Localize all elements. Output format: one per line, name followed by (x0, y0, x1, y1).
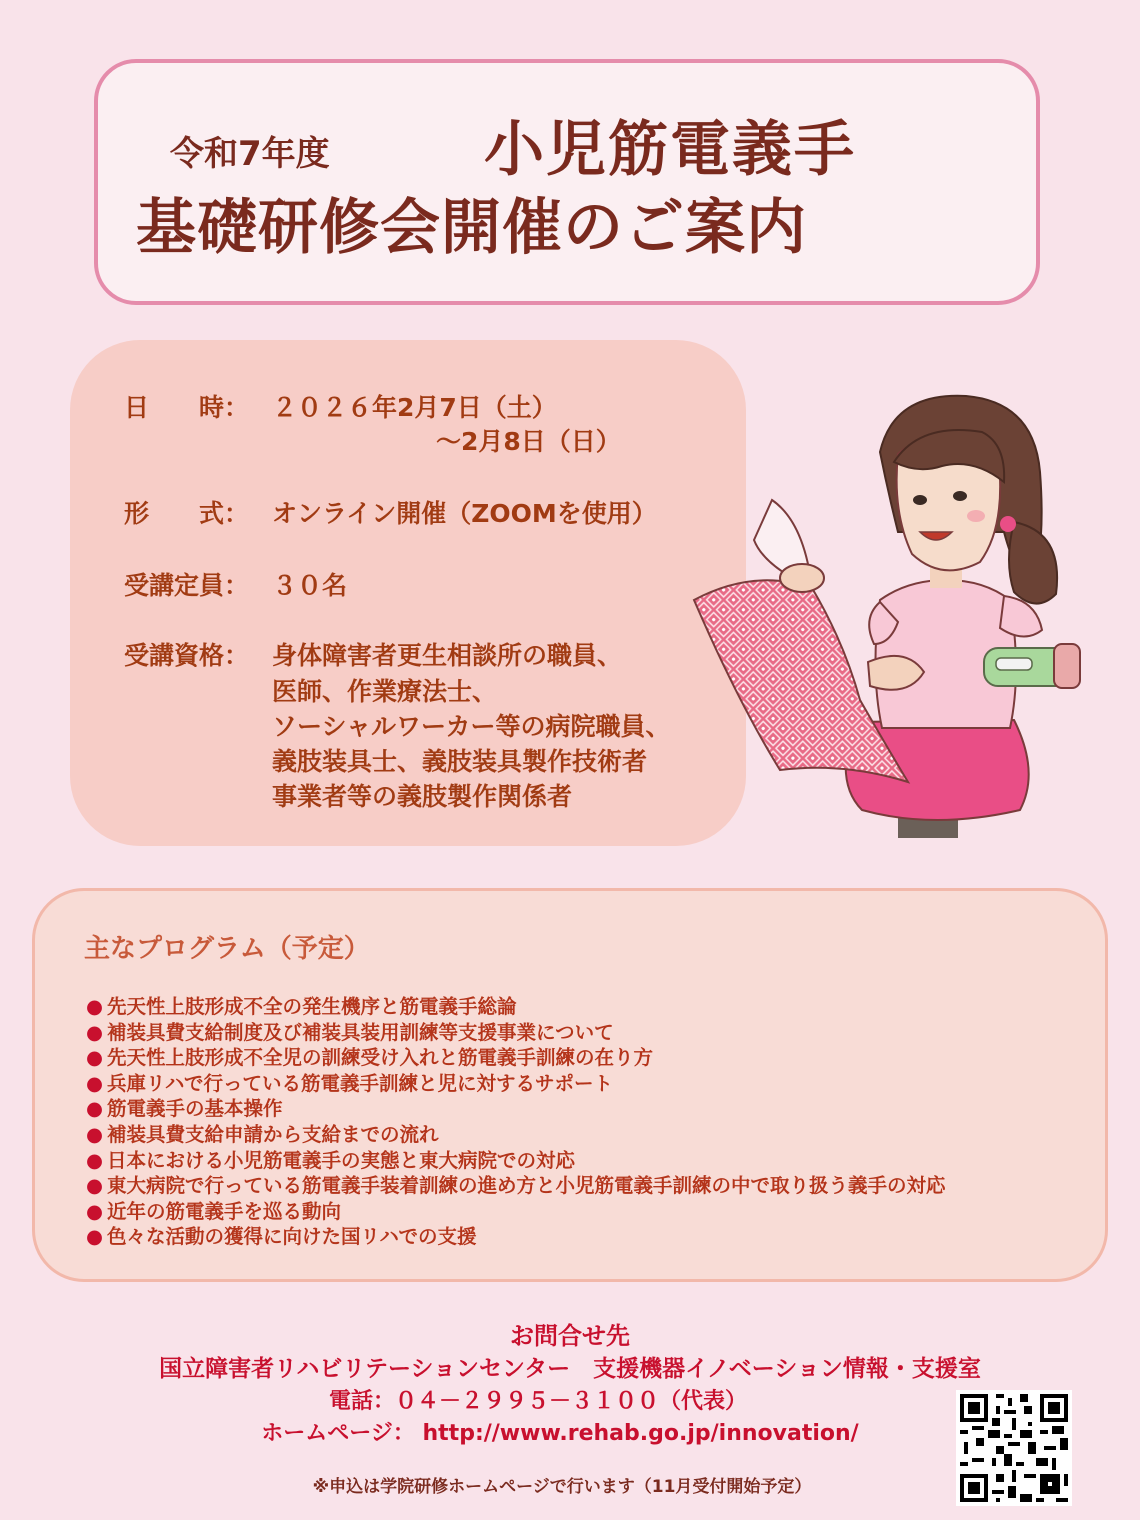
capacity-label: 受講定員： (124, 571, 250, 600)
title-main-line1: 小児筋電義手 (484, 115, 856, 185)
bullet-icon: ● (86, 1071, 104, 1095)
bullet-icon: ● (86, 1046, 104, 1070)
title-main-line2: 基礎研修会開催のご案内 (136, 193, 807, 263)
contact-organization: 国立障害者リハビリテーションセンター 支援機器イノベーション情報・支援室 (159, 1356, 981, 1382)
qualification-item: 事業者等の義肢製作関係者 (272, 782, 573, 811)
girl-reading-illustration (684, 382, 1084, 842)
bullet-icon: ● (86, 1199, 104, 1223)
program-item: ● 日本における小児筋電義手の実態と東大病院での対応 (86, 1148, 576, 1172)
program-item: ● 先天性上肢形成不全児の訓練受け入れと筋電義手訓練の在り方 (86, 1046, 654, 1070)
bullet-icon: ● (86, 1122, 104, 1146)
program-list (86, 994, 946, 1250)
bullet-icon: ● (86, 1020, 104, 1044)
program-item: ● 色々な活動の獲得に向けた国リハでの支援 (86, 1225, 477, 1249)
program-item: ● 先天性上肢形成不全の発生機序と筋電義手総論 (86, 995, 517, 1018)
format-label: 形 式： (124, 499, 250, 528)
program-title: 主なプログラム（予定） (84, 934, 370, 964)
date-line2: ～2月8日（日） (436, 427, 621, 456)
contact-heading: お問合せ先 (510, 1322, 630, 1350)
program-item: ● 兵庫リハで行っている筋電義手訓練と児に対するサポート (86, 1071, 614, 1095)
program-item: ● 補装具費支給申請から支給までの流れ (86, 1122, 439, 1146)
title-year: 令和7年度 (170, 134, 330, 174)
program-item: ● 筋電義手の基本操作 (86, 1097, 283, 1121)
bullet-icon: ● (86, 1174, 104, 1198)
qualification-item: 義肢装具士、義肢装具製作技術者 (272, 747, 648, 776)
qualification-label: 受講資格： (124, 641, 250, 670)
capacity-value: ３０名 (272, 571, 348, 600)
application-note: ※申込は学院研修ホームページで行います（11月受付開始予定） (312, 1477, 812, 1497)
program-item: ● 近年の筋電義手を巡る動向 (86, 1199, 342, 1223)
bullet-icon: ● (86, 995, 104, 1018)
qualification-item: 身体障害者更生相談所の職員、 (272, 641, 623, 670)
date-line1: ２０２６年2月7日（土） (272, 393, 557, 422)
bullet-icon: ● (86, 1225, 104, 1249)
date-label: 日 時： (124, 393, 250, 422)
program-item: ● 補装具費支給制度及び補装具装用訓練等支援事業について (86, 1020, 614, 1044)
qualification-item: 医師、作業療法士、 (272, 677, 498, 706)
bullet-icon: ● (86, 1148, 104, 1172)
contact-homepage-link[interactable]: ホームページ： http://www.rehab.go.jp/innovation/ (261, 1421, 859, 1446)
program-item: ● 東大病院で行っている筋電義手装着訓練の進め方と小児筋電義手訓練の中で取り扱う義手の対応 (86, 1174, 946, 1198)
bullet-icon: ● (86, 1097, 104, 1121)
qr-code-icon[interactable] (956, 1390, 1072, 1506)
format-value: オンライン開催（ZOOMを使用） (272, 499, 657, 528)
contact-phone: 電話：０４－２９９５－３１００（代表） (328, 1389, 747, 1414)
qualification-item: ソーシャルワーカー等の病院職員、 (272, 712, 671, 741)
